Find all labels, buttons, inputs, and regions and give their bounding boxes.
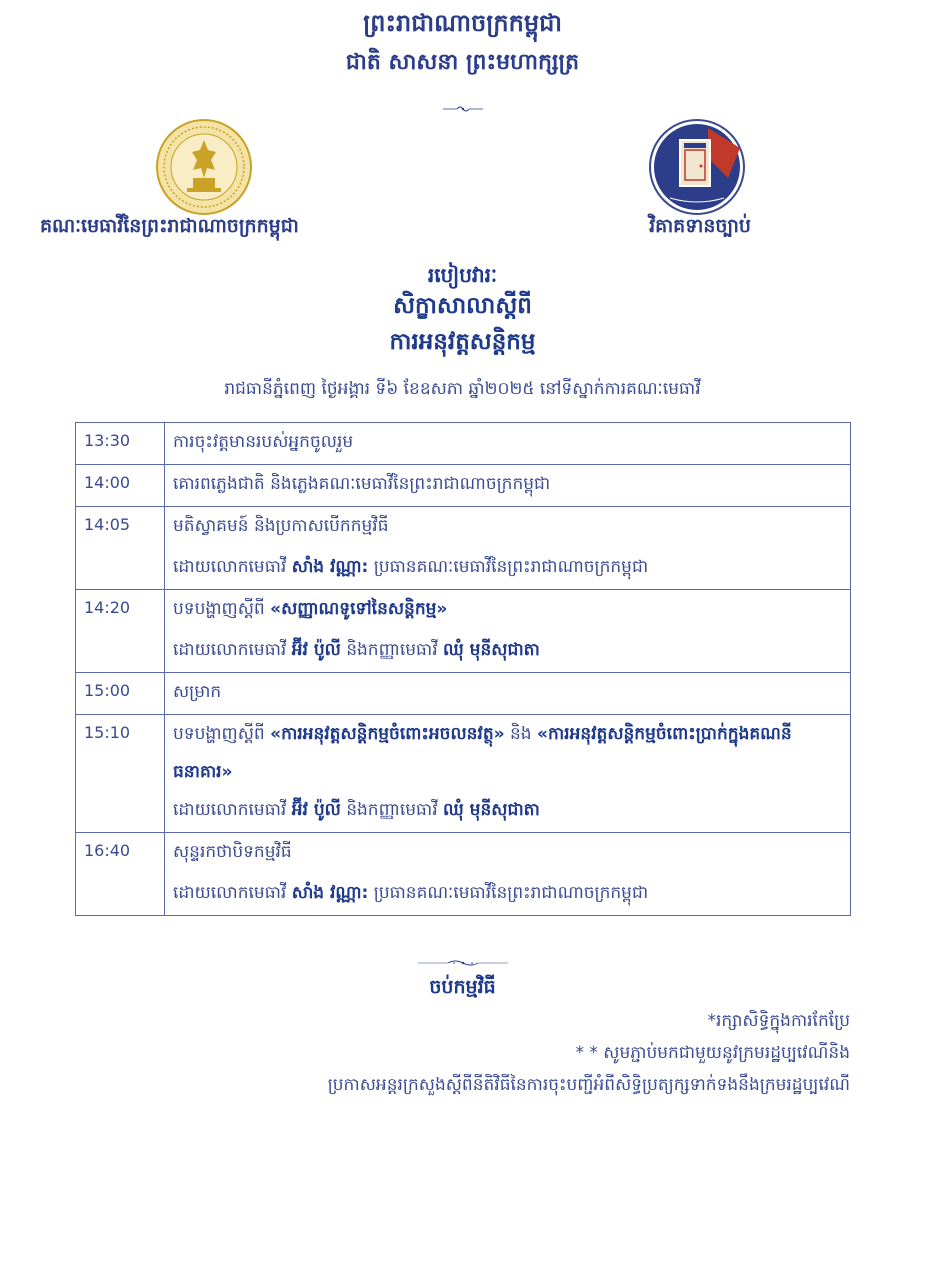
schedule-description <box>165 590 851 673</box>
schedule-row <box>76 423 851 465</box>
speaker-or-topic-bold: អ៊ីវ ប៉ូលី <box>291 800 341 820</box>
footnote-rights: *រក្សាសិទ្ធិក្នុងការកែប្រែ <box>707 1011 850 1031</box>
event-title-line2: ការអនុវត្តសន្តិកម្ម <box>389 329 536 355</box>
organizer-left-name: គណៈមេធាវីនៃព្រះរាជាណាចក្រកម្ពុជា <box>40 215 299 237</box>
schedule-text: ប្រធានគណៈមេធាវីនៃព្រះរាជាណាចក្រកម្ពុជា <box>368 557 649 577</box>
schedule-line <box>173 590 842 631</box>
organizer-right-name: វិគាគទានច្បាប់ <box>649 215 751 237</box>
speaker-or-topic-bold: អ៊ីវ ប៉ូលី <box>291 640 341 660</box>
schedule-time: 15:10 <box>76 715 165 833</box>
schedule-time: 13:30 <box>76 423 165 465</box>
schedule-text: សម្រាក <box>173 682 222 702</box>
schedule-text: ដោយលោកមេធាវី <box>173 557 292 577</box>
schedule-text: បទបង្ហាញស្តីពី <box>173 724 271 744</box>
schedule-line <box>173 423 842 464</box>
speaker-or-topic-bold: «ការអនុវត្តសន្តិកម្មចំពោះប្រាក់ក្នុងគណនីធនាគារ» <box>173 724 792 782</box>
bar-association-seal-icon <box>155 118 253 216</box>
schedule-text: និងកញ្ញាមេធាវី <box>340 800 444 820</box>
speaker-or-topic-bold: ឈុំ មុនីសុជាតា <box>443 800 540 820</box>
speaker-or-topic-bold: «សញ្ញាណទូទៅនៃសន្តិកម្ម» <box>270 599 448 619</box>
agenda-label: របៀបវារៈ <box>427 263 498 287</box>
schedule-text: ប្រធានគណៈមេធាវីនៃព្រះរាជាណាចក្រកម្ពុជា <box>368 883 649 903</box>
schedule-description <box>165 465 851 507</box>
schedule-row <box>76 590 851 673</box>
schedule-line <box>173 833 842 874</box>
schedule-row <box>76 507 851 590</box>
schedule-time: 16:40 <box>76 833 165 916</box>
footnote-attachment: * * សូមភ្ជាប់មកជាមួយនូវក្រមរដ្ឋប្បវេណីនិង <box>575 1043 850 1063</box>
law-book-door-icon <box>648 118 746 216</box>
schedule-line <box>173 631 842 672</box>
schedule-description <box>165 423 851 465</box>
schedule-line <box>173 874 842 915</box>
place-date: រាជធានីភ្នំពេញ ថ្ងៃអង្គារ ទី៦ ខែឧសភា ឆ្នាំ២០២៥ នៅទីស្នាក់ការគណៈមេធាវី <box>224 379 701 399</box>
schedule-description <box>165 833 851 916</box>
schedule-text: បទបង្ហាញស្តីពី <box>173 599 271 619</box>
schedule-text: ដោយលោកមេធាវី <box>173 800 292 820</box>
header-motto: ជាតិ សាសនា ព្រះមហាក្សត្រ <box>345 50 580 75</box>
speaker-or-topic-bold: «ការអនុវត្តសន្តិកម្មចំពោះអចលនវត្ថុ» <box>270 724 505 744</box>
schedule-table <box>75 422 851 916</box>
schedule-description <box>165 507 851 590</box>
schedule-line <box>173 548 842 589</box>
schedule-row <box>76 465 851 507</box>
header-kingdom: ព្រះរាជាណាចក្រកម្ពុជា <box>363 9 562 37</box>
schedule-line <box>173 673 842 714</box>
schedule-row <box>76 673 851 715</box>
schedule-text: ដោយលោកមេធាវី <box>173 883 292 903</box>
speaker-or-topic-bold: សាំង វណ្ណា: <box>291 883 369 903</box>
schedule-description <box>165 673 851 715</box>
speaker-or-topic-bold: ឈុំ មុនីសុជាតា <box>443 640 540 660</box>
schedule-description <box>165 715 851 833</box>
end-of-program-label: ចប់កម្មវិធី <box>429 976 496 998</box>
schedule-row <box>76 833 851 916</box>
event-title-line1: សិក្ខាសាលាស្តីពី <box>393 293 532 319</box>
schedule-time: 15:00 <box>76 673 165 715</box>
schedule-row <box>76 715 851 833</box>
schedule-line <box>173 507 842 548</box>
flourish-ornament-icon <box>418 952 508 971</box>
schedule-line <box>173 465 842 506</box>
schedule-text: មតិស្វាគមន៍ និងប្រកាសបើកកម្មវិធី <box>173 516 389 536</box>
schedule-text: សុន្ទរកថាបិទកម្មវិធី <box>173 842 292 862</box>
speaker-or-topic-bold: សាំង វណ្ណា: <box>291 557 369 577</box>
schedule-time: 14:20 <box>76 590 165 673</box>
schedule-time: 14:00 <box>76 465 165 507</box>
schedule-text: ការចុះវត្តមានរបស់អ្នកចូលរួម <box>173 432 354 452</box>
schedule-line <box>173 715 842 791</box>
schedule-text: ដោយលោកមេធាវី <box>173 640 292 660</box>
schedule-time: 14:05 <box>76 507 165 590</box>
flourish-ornament-icon <box>443 98 483 117</box>
schedule-text: និង <box>504 724 537 744</box>
schedule-text: គោរពភ្លេងជាតិ និងភ្លេងគណៈមេធាវីនៃព្រះរាជាណាចក្រកម្ពុជា <box>173 474 551 494</box>
footnote-attachment-cont: ប្រកាសអន្តរក្រសួងស្តីពីនីតិវិធីនៃការចុះបញ្ជីអំពីសិទ្ធិប្រត្យក្សទាក់ទងនឹងក្រមរដ្ឋប្បវេណី <box>327 1075 850 1095</box>
schedule-line <box>173 791 842 832</box>
schedule-text: និងកញ្ញាមេធាវី <box>340 640 444 660</box>
